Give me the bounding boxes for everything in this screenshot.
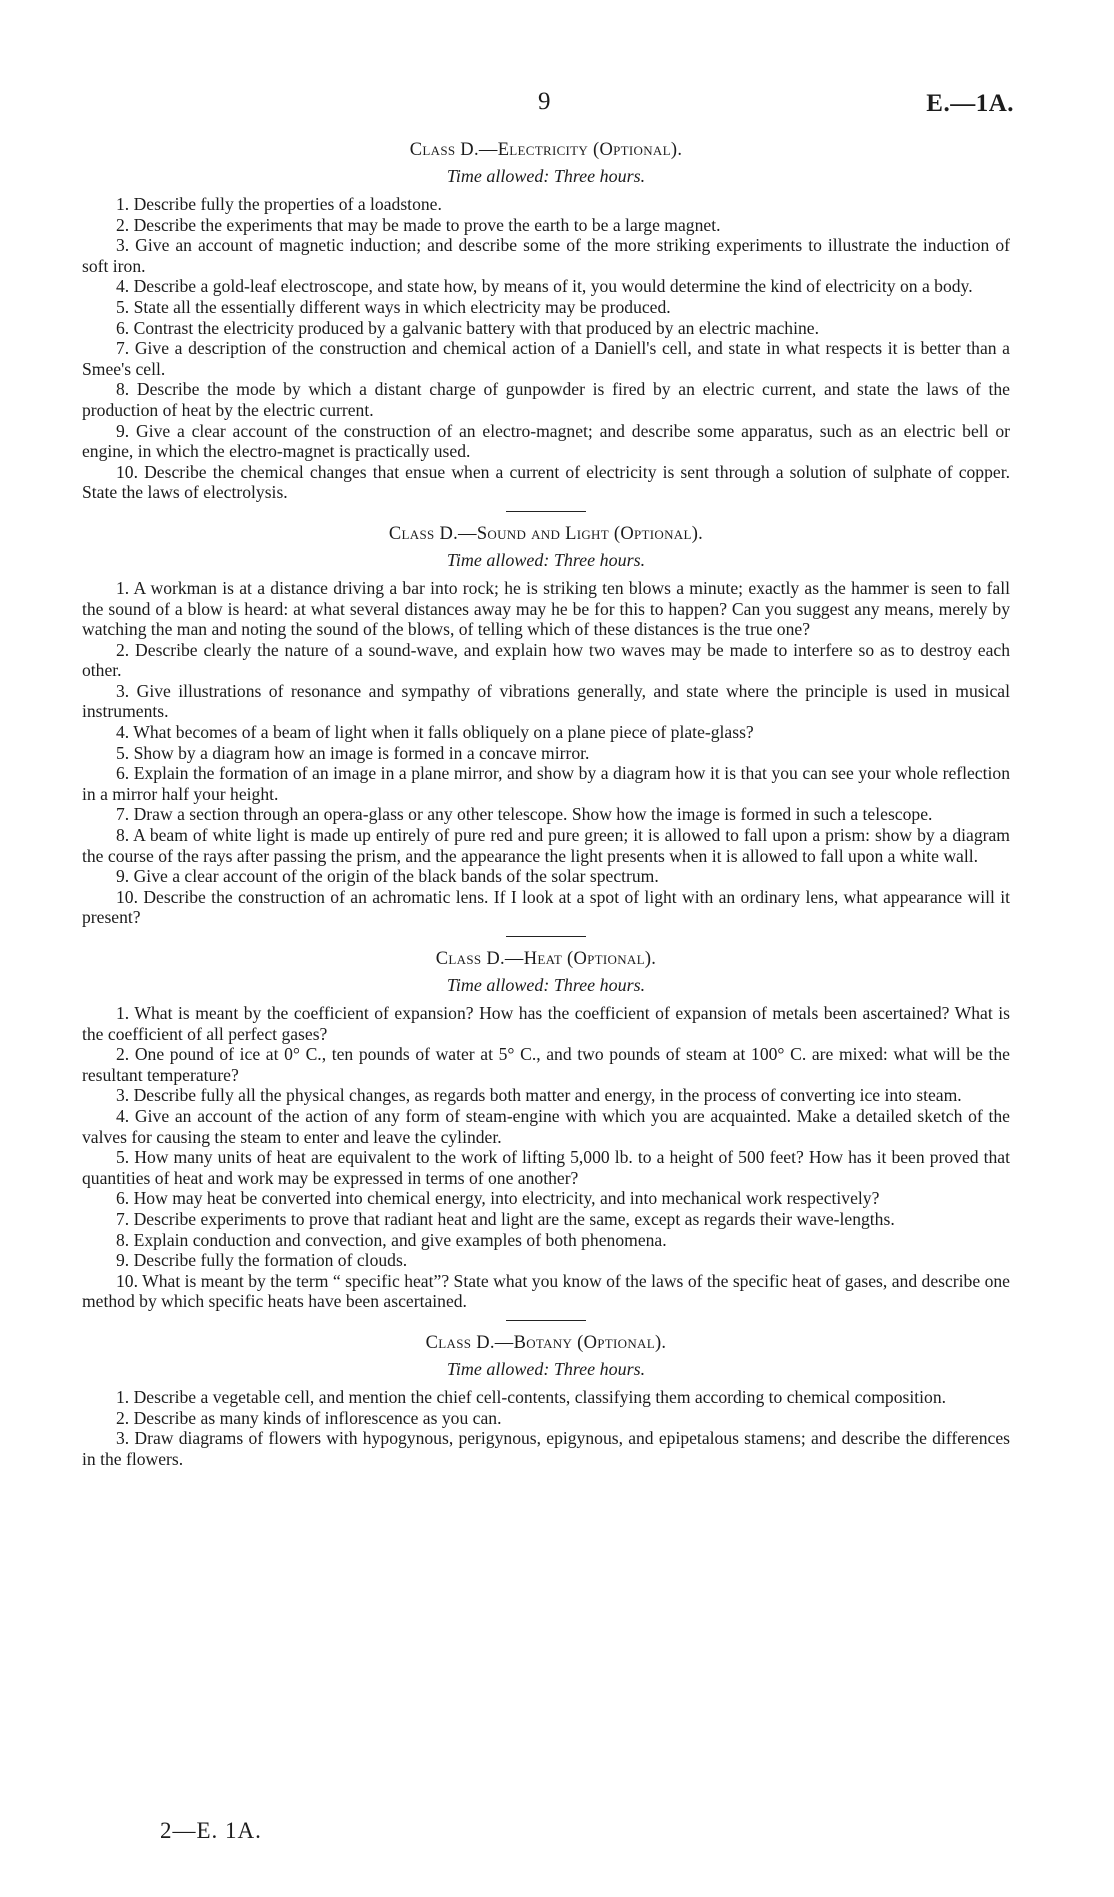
question: 7. Draw a section through an opera-glass or any other telescope. Show how the image is formed in such a telescope. xyxy=(116,804,933,825)
question: 3. Give illustrations of resonance and sympathy of vibrations generally, and state where the principle is used in musical instruments. xyxy=(82,680,1010,722)
section-divider xyxy=(506,511,586,512)
question: 4. Give an account of the action of any form of steam-engine with which you are acquainted. Make a detailed sketch of the valves for causing the steam to enter and leave the cylinder. xyxy=(82,1105,1010,1147)
question: 7. Give a description of the construction and chemical action of a Daniell's cell, and state in what respects it is better than a Smee's cell. xyxy=(82,338,1010,379)
question: 5. How many units of heat are equivalent to the work of lifting 5,000 lb. to a height of 500 feet? How has it been proved that quantities of heat and work may be expressed in terms of one another? xyxy=(82,1147,1010,1188)
question: 6. Explain the formation of an image in a plane mirror, and show by a diagram how it is that you can see your whole reflection in a mirror half your height. xyxy=(82,763,1010,804)
question: 3. Describe fully all the physical changes, as regards both matter and energy, in the process of converting ice into steam. xyxy=(116,1085,962,1106)
question: 5. Show by a diagram how an image is formed in a concave mirror. xyxy=(116,742,590,763)
section-electricity xyxy=(82,138,1010,503)
question: 4. What becomes of a beam of light when it falls obliquely on a plane piece of plate-glass? xyxy=(116,722,754,743)
question: 9. Describe fully the formation of clouds. xyxy=(116,1250,408,1271)
question: 2. Describe as many kinds of inflorescence as you can. xyxy=(116,1407,502,1428)
section-divider xyxy=(506,1320,586,1321)
question: 1. What is meant by the coefficient of expansion? How has the coefficient of expansion of metals been ascertained? What is the coefficient of all perfect gases? xyxy=(82,1003,1010,1044)
question: 6. Contrast the electricity produced by a galvanic battery with that produced by an electric machine. xyxy=(116,317,819,338)
document-reference: E.—1A. xyxy=(926,90,1014,117)
question: 6. How may heat be converted into chemical energy, into electricity, and into mechanical work respectively? xyxy=(116,1188,880,1209)
section-time: Time allowed: Three hours. xyxy=(446,166,646,186)
question: 2. One pound of ice at 0° C., ten pounds of water at 5° C., and two pounds of steam at 100° C. are mixed: what will be the resultant temperature? xyxy=(82,1044,1010,1085)
section-sound-and-light xyxy=(82,522,1010,928)
question: 8. Describe the mode by which a distant charge of gunpowder is fired by an electric current, and state the laws of the production of heat by the electric current. xyxy=(82,379,1010,420)
question: 9. Give a clear account of the origin of the black bands of the solar spectrum. xyxy=(116,866,659,887)
question: 10. Describe the chemical changes that ensue when a current of electricity is sent through a solution of sulphate of copper. State the laws of electrolysis. xyxy=(82,461,1010,503)
page-number: 9 xyxy=(538,88,551,115)
section-divider xyxy=(506,936,586,937)
question: 3. Draw diagrams of flowers with hypogynous, perigynous, epigynous, and epipetalous stamens; and describe the differences in the flowers. xyxy=(82,1428,1010,1469)
question: 1. Describe a vegetable cell, and mention the chief cell-contents, classifying them according to chemical composition. xyxy=(116,1386,947,1407)
section-title: Class D.—Electricity (Optional). xyxy=(409,140,683,160)
question: 5. State all the essentially different ways in which electricity may be produced. xyxy=(116,296,671,317)
question: 8. Explain conduction and convection, and give examples of both phenomena. xyxy=(116,1229,667,1250)
question: 1. A workman is at a distance driving a bar into rock; he is striking ten blows a minute; exactly as the hammer is seen to fall the sound of a blow is heard: at what several distances away may he be for this to happen? Can you suggest any means, merely by watching the man and noting the sound of the blows, of telling which of these distances is the true one? xyxy=(82,577,1010,640)
section-time: Time allowed: Three hours. xyxy=(446,549,646,570)
section-heat xyxy=(82,947,1010,1312)
section-time: Time allowed: Three hours. xyxy=(446,975,646,995)
section-time: Time allowed: Three hours. xyxy=(446,1358,646,1379)
question: 1. Describe fully the properties of a loadstone. xyxy=(116,194,442,214)
question: 10. Describe the construction of an achromatic lens. If I look at a spot of light with an ordinary lens, what appearance will it present? xyxy=(82,886,1010,928)
question: 8. A beam of white light is made up entirely of pure red and pure green; it is allowed to fall upon a prism: show by a diagram the course of the rays after passing the prism, and the appearance the light presents when it is allowed to fall upon a white wall. xyxy=(82,825,1010,866)
signature-mark: 2—E. 1A. xyxy=(160,1818,262,1843)
section-title: Class D.—Botany (Optional). xyxy=(425,1332,667,1353)
question: 2. Describe the experiments that may be made to prove the earth to be a large magnet. xyxy=(116,214,721,235)
question: 2. Describe clearly the nature of a sound-wave, and explain how two waves may be made to interfere so as to destroy each other. xyxy=(82,639,1010,681)
section-title: Class D.—Sound and Light (Optional). xyxy=(388,523,704,544)
question: 4. Describe a gold-leaf electroscope, and state how, by means of it, you would determine the kind of electricity on a body. xyxy=(116,276,973,297)
question: 3. Give an account of magnetic induction; and describe some of the more striking experiments to illustrate the induction of soft iron. xyxy=(82,235,1010,276)
section-botany xyxy=(82,1331,1010,1469)
page-content xyxy=(82,132,1010,1475)
section-title: Class D.—Heat (Optional). xyxy=(435,949,657,969)
question: 9. Give a clear account of the construction of an electro-magnet; and describe some apparatus, such as an electric bell or engine, in which the electro-magnet is practically used. xyxy=(82,420,1010,462)
question: 7. Describe experiments to prove that radiant heat and light are the same, except as regards their wave-lengths. xyxy=(116,1208,895,1229)
question: 10. What is meant by the term “ specific heat”? State what you know of the laws of the specific heat of gases, and describe one method by which specific heats have been ascertained. xyxy=(82,1270,1010,1312)
